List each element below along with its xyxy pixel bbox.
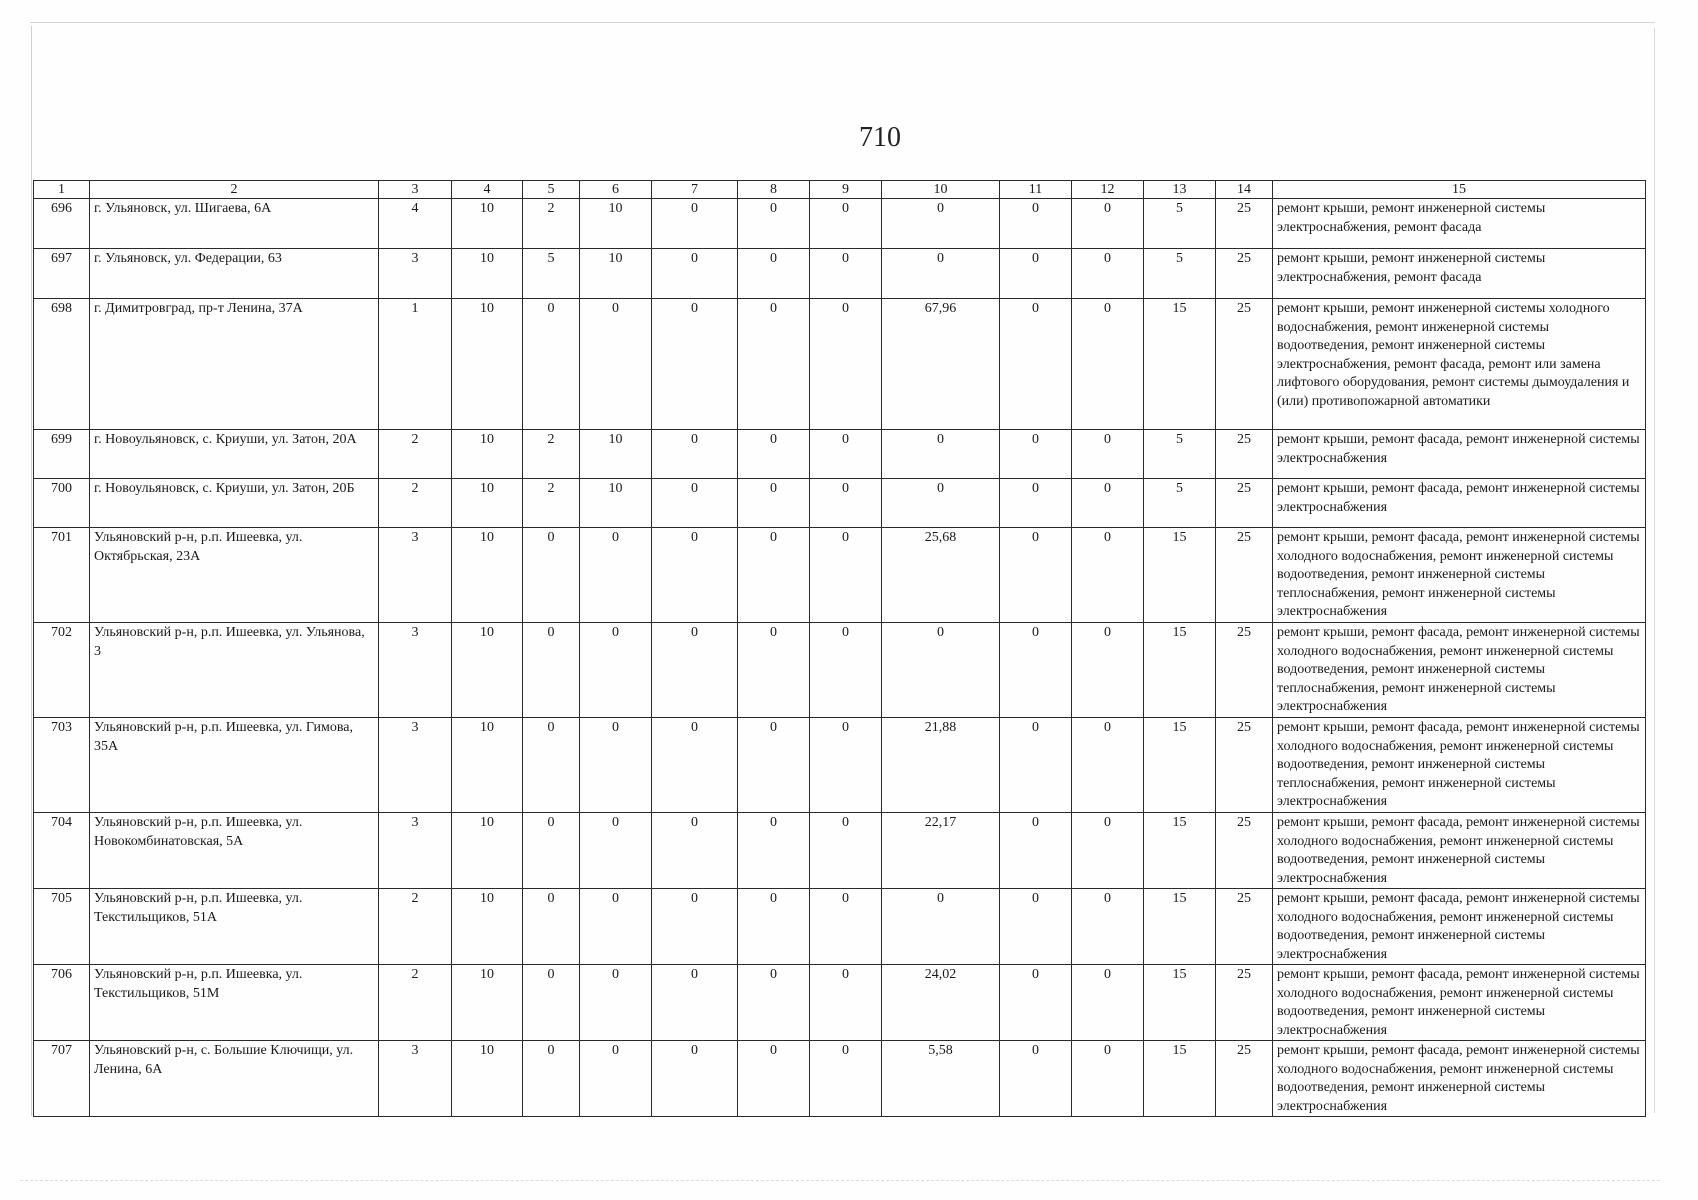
value-cell: 15: [1144, 718, 1216, 813]
table-row: [34, 965, 1646, 1041]
value-cell: 0: [738, 249, 810, 299]
address-cell: Ульяновский р-н, р.п. Ишеевка, ул. Октябрьская, 23А: [90, 528, 379, 623]
value-cell: 0: [1072, 623, 1144, 718]
table-row: [34, 623, 1646, 718]
column-header: 4: [452, 181, 523, 199]
value-cell: 0: [580, 1041, 652, 1117]
column-header: 9: [810, 181, 882, 199]
value-cell: 0: [580, 299, 652, 430]
value-cell: 0: [652, 718, 738, 813]
column-header: 2: [90, 181, 379, 199]
value-cell: 0: [810, 249, 882, 299]
value-cell: 0: [810, 479, 882, 528]
row-number: 706: [34, 965, 90, 1041]
value-cell: 25: [1216, 889, 1273, 965]
value-cell: 10: [452, 299, 523, 430]
value-cell: 5: [1144, 479, 1216, 528]
value-cell: 0: [1072, 249, 1144, 299]
row-number: 703: [34, 718, 90, 813]
column-header: 3: [379, 181, 452, 199]
value-cell: 0: [652, 528, 738, 623]
value-cell: 0: [1072, 813, 1144, 889]
value-cell: 0: [810, 299, 882, 430]
value-cell: 0: [738, 299, 810, 430]
value-cell: 10: [452, 718, 523, 813]
value-cell: 0: [580, 813, 652, 889]
value-cell: 0: [810, 813, 882, 889]
value-cell: 10: [452, 479, 523, 528]
value-cell: 0: [652, 430, 738, 479]
value-cell: 0: [1072, 299, 1144, 430]
value-cell: 0: [523, 623, 580, 718]
value-cell: 24,02: [882, 965, 1000, 1041]
value-cell: 0: [738, 889, 810, 965]
value-cell: 0: [652, 889, 738, 965]
value-cell: 1: [379, 299, 452, 430]
value-cell: 5: [1144, 199, 1216, 249]
table-body: [34, 199, 1646, 1117]
value-cell: 0: [1000, 889, 1072, 965]
value-cell: 0: [523, 299, 580, 430]
value-cell: 0: [1072, 479, 1144, 528]
value-cell: 0: [580, 528, 652, 623]
value-cell: 2: [523, 430, 580, 479]
value-cell: 25: [1216, 813, 1273, 889]
repair-schedule-table: [33, 180, 1646, 1117]
value-cell: 5: [1144, 430, 1216, 479]
works-cell: ремонт крыши, ремонт инженерной системы электроснабжения, ремонт фасада: [1273, 249, 1646, 299]
value-cell: 0: [1000, 1041, 1072, 1117]
value-cell: 0: [810, 1041, 882, 1117]
value-cell: 0: [1072, 1041, 1144, 1117]
value-cell: 0: [652, 199, 738, 249]
value-cell: 10: [452, 249, 523, 299]
value-cell: 0: [1072, 199, 1144, 249]
value-cell: 10: [452, 889, 523, 965]
value-cell: 0: [1072, 965, 1144, 1041]
works-cell: ремонт крыши, ремонт фасада, ремонт инженерной системы холодного водоснабжения, ремонт инженерной системы водоотведения, ремонт инженерной системы электроснабжения: [1273, 1041, 1646, 1117]
column-header: 11: [1000, 181, 1072, 199]
value-cell: 25: [1216, 623, 1273, 718]
value-cell: 0: [738, 479, 810, 528]
value-cell: 0: [523, 1041, 580, 1117]
value-cell: 10: [452, 430, 523, 479]
value-cell: 0: [1000, 430, 1072, 479]
value-cell: 0: [523, 813, 580, 889]
column-header: 6: [580, 181, 652, 199]
value-cell: 0: [810, 199, 882, 249]
value-cell: 0: [738, 528, 810, 623]
row-number: 705: [34, 889, 90, 965]
table-row: [34, 528, 1646, 623]
value-cell: 0: [580, 965, 652, 1041]
value-cell: 0: [1072, 430, 1144, 479]
address-cell: г. Новоульяновск, с. Криуши, ул. Затон, 20Б: [90, 479, 379, 528]
column-header: 15: [1273, 181, 1646, 199]
value-cell: 0: [1072, 528, 1144, 623]
value-cell: 0: [652, 479, 738, 528]
value-cell: 10: [452, 813, 523, 889]
value-cell: 0: [1072, 718, 1144, 813]
address-cell: г. Димитровград, пр-т Ленина, 37А: [90, 299, 379, 430]
value-cell: 3: [379, 813, 452, 889]
column-header: 1: [34, 181, 90, 199]
column-header: 14: [1216, 181, 1273, 199]
value-cell: 5: [1144, 249, 1216, 299]
value-cell: 0: [652, 249, 738, 299]
address-cell: Ульяновский р-н, р.п. Ишеевка, ул. Ульянова, 3: [90, 623, 379, 718]
column-header: 13: [1144, 181, 1216, 199]
value-cell: 0: [882, 889, 1000, 965]
value-cell: 25: [1216, 430, 1273, 479]
works-cell: ремонт крыши, ремонт фасада, ремонт инженерной системы холодного водоснабжения, ремонт инженерной системы водоотведения, ремонт инженерной системы теплоснабжения, ремонт инженерной системы электроснабжения: [1273, 623, 1646, 718]
value-cell: 3: [379, 249, 452, 299]
address-cell: г. Ульяновск, ул. Шигаева, 6А: [90, 199, 379, 249]
value-cell: 15: [1144, 528, 1216, 623]
value-cell: 5: [523, 249, 580, 299]
table-row: [34, 479, 1646, 528]
row-number: 702: [34, 623, 90, 718]
value-cell: 0: [738, 1041, 810, 1117]
value-cell: 4: [379, 199, 452, 249]
address-cell: Ульяновский р-н, р.п. Ишеевка, ул. Гимова, 35А: [90, 718, 379, 813]
value-cell: 0: [1000, 813, 1072, 889]
value-cell: 25: [1216, 249, 1273, 299]
value-cell: 0: [580, 623, 652, 718]
value-cell: 0: [523, 889, 580, 965]
value-cell: 25: [1216, 528, 1273, 623]
table-header: [34, 181, 1646, 199]
address-cell: г. Ульяновск, ул. Федерации, 63: [90, 249, 379, 299]
value-cell: 10: [580, 479, 652, 528]
value-cell: 0: [738, 718, 810, 813]
works-cell: ремонт крыши, ремонт инженерной системы электроснабжения, ремонт фасада: [1273, 199, 1646, 249]
value-cell: 0: [882, 479, 1000, 528]
value-cell: 10: [452, 528, 523, 623]
value-cell: 0: [738, 199, 810, 249]
value-cell: 0: [1000, 718, 1072, 813]
value-cell: 0: [810, 528, 882, 623]
value-cell: 15: [1144, 965, 1216, 1041]
value-cell: 10: [452, 199, 523, 249]
row-number: 707: [34, 1041, 90, 1117]
value-cell: 15: [1144, 299, 1216, 430]
value-cell: 0: [580, 718, 652, 813]
value-cell: 15: [1144, 889, 1216, 965]
value-cell: 0: [738, 623, 810, 718]
table-row: [34, 249, 1646, 299]
value-cell: 2: [379, 479, 452, 528]
scan-edge-top: [30, 22, 1655, 23]
value-cell: 22,17: [882, 813, 1000, 889]
value-cell: 25: [1216, 479, 1273, 528]
value-cell: 0: [652, 299, 738, 430]
works-cell: ремонт крыши, ремонт фасада, ремонт инженерной системы электроснабжения: [1273, 479, 1646, 528]
value-cell: 0: [1000, 249, 1072, 299]
value-cell: 0: [882, 249, 1000, 299]
value-cell: 0: [523, 965, 580, 1041]
value-cell: 0: [810, 623, 882, 718]
value-cell: 0: [882, 199, 1000, 249]
value-cell: 3: [379, 528, 452, 623]
value-cell: 10: [580, 249, 652, 299]
table-row: [34, 718, 1646, 813]
value-cell: 0: [882, 430, 1000, 479]
value-cell: 0: [652, 813, 738, 889]
table-row: [34, 813, 1646, 889]
value-cell: 2: [379, 889, 452, 965]
value-cell: 0: [652, 965, 738, 1041]
works-cell: ремонт крыши, ремонт инженерной системы холодного водоснабжения, ремонт инженерной системы водоотведения, ремонт инженерной системы электроснабжения, ремонт фасада, ремонт или замена лифтового оборудования, ремонт системы дымоудаления и (или) противопожарной автоматики: [1273, 299, 1646, 430]
address-cell: Ульяновский р-н, р.п. Ишеевка, ул. Текстильщиков, 51А: [90, 889, 379, 965]
value-cell: 0: [810, 889, 882, 965]
works-cell: ремонт крыши, ремонт фасада, ремонт инженерной системы холодного водоснабжения, ремонт инженерной системы водоотведения, ремонт инженерной системы электроснабжения: [1273, 813, 1646, 889]
value-cell: 10: [452, 1041, 523, 1117]
column-header: 12: [1072, 181, 1144, 199]
column-header: 7: [652, 181, 738, 199]
value-cell: 0: [580, 889, 652, 965]
row-number: 701: [34, 528, 90, 623]
value-cell: 0: [1000, 299, 1072, 430]
value-cell: 21,88: [882, 718, 1000, 813]
address-cell: Ульяновский р-н, с. Большие Ключищи, ул. Ленина, 6А: [90, 1041, 379, 1117]
value-cell: 25: [1216, 199, 1273, 249]
address-cell: г. Новоульяновск, с. Криуши, ул. Затон, 20А: [90, 430, 379, 479]
value-cell: 25: [1216, 718, 1273, 813]
value-cell: 15: [1144, 623, 1216, 718]
value-cell: 0: [810, 430, 882, 479]
works-cell: ремонт крыши, ремонт фасада, ремонт инженерной системы холодного водоснабжения, ремонт инженерной системы водоотведения, ремонт инженерной системы теплоснабжения, ремонт инженерной системы электроснабжения: [1273, 528, 1646, 623]
table-row: [34, 889, 1646, 965]
value-cell: 0: [1072, 889, 1144, 965]
value-cell: 5,58: [882, 1041, 1000, 1117]
row-number: 698: [34, 299, 90, 430]
value-cell: 15: [1144, 813, 1216, 889]
value-cell: 0: [523, 718, 580, 813]
value-cell: 10: [580, 199, 652, 249]
value-cell: 10: [580, 430, 652, 479]
table-row: [34, 1041, 1646, 1117]
row-number: 700: [34, 479, 90, 528]
value-cell: 25: [1216, 299, 1273, 430]
table-row: [34, 199, 1646, 249]
value-cell: 67,96: [882, 299, 1000, 430]
value-cell: 0: [882, 623, 1000, 718]
scan-edge-left: [31, 26, 32, 1116]
works-cell: ремонт крыши, ремонт фасада, ремонт инженерной системы электроснабжения: [1273, 430, 1646, 479]
value-cell: 0: [1000, 623, 1072, 718]
value-cell: 25: [1216, 965, 1273, 1041]
value-cell: 0: [810, 718, 882, 813]
works-cell: ремонт крыши, ремонт фасада, ремонт инженерной системы холодного водоснабжения, ремонт инженерной системы водоотведения, ремонт инженерной системы электроснабжения: [1273, 965, 1646, 1041]
value-cell: 0: [738, 813, 810, 889]
value-cell: 10: [452, 623, 523, 718]
scan-edge-right: [1654, 28, 1655, 1113]
column-header: 8: [738, 181, 810, 199]
value-cell: 3: [379, 623, 452, 718]
value-cell: 0: [1000, 965, 1072, 1041]
scan-edge-bottom: [20, 1180, 1660, 1181]
value-cell: 2: [523, 479, 580, 528]
value-cell: 0: [652, 623, 738, 718]
value-cell: 0: [738, 430, 810, 479]
address-cell: Ульяновский р-н, р.п. Ишеевка, ул. Новокомбинатовская, 5А: [90, 813, 379, 889]
value-cell: 15: [1144, 1041, 1216, 1117]
value-cell: 25,68: [882, 528, 1000, 623]
table-row: [34, 430, 1646, 479]
address-cell: Ульяновский р-н, р.п. Ишеевка, ул. Текстильщиков, 51М: [90, 965, 379, 1041]
value-cell: 0: [523, 528, 580, 623]
value-cell: 3: [379, 718, 452, 813]
value-cell: 0: [652, 1041, 738, 1117]
value-cell: 2: [379, 965, 452, 1041]
value-cell: 0: [738, 965, 810, 1041]
row-number: 697: [34, 249, 90, 299]
value-cell: 0: [1000, 528, 1072, 623]
table-row: [34, 299, 1646, 430]
row-number: 696: [34, 199, 90, 249]
works-cell: ремонт крыши, ремонт фасада, ремонт инженерной системы холодного водоснабжения, ремонт инженерной системы водоотведения, ремонт инженерной системы теплоснабжения, ремонт инженерной системы электроснабжения: [1273, 718, 1646, 813]
value-cell: 10: [452, 965, 523, 1041]
page-number: 710: [859, 122, 901, 153]
value-cell: 3: [379, 1041, 452, 1117]
works-cell: ремонт крыши, ремонт фасада, ремонт инженерной системы холодного водоснабжения, ремонт инженерной системы водоотведения, ремонт инженерной системы электроснабжения: [1273, 889, 1646, 965]
value-cell: 0: [1000, 199, 1072, 249]
value-cell: 2: [523, 199, 580, 249]
row-number: 699: [34, 430, 90, 479]
value-cell: 2: [379, 430, 452, 479]
column-header: 10: [882, 181, 1000, 199]
value-cell: 0: [1000, 479, 1072, 528]
value-cell: 0: [810, 965, 882, 1041]
column-header: 5: [523, 181, 580, 199]
column-number-row: [34, 181, 1646, 199]
value-cell: 25: [1216, 1041, 1273, 1117]
row-number: 704: [34, 813, 90, 889]
